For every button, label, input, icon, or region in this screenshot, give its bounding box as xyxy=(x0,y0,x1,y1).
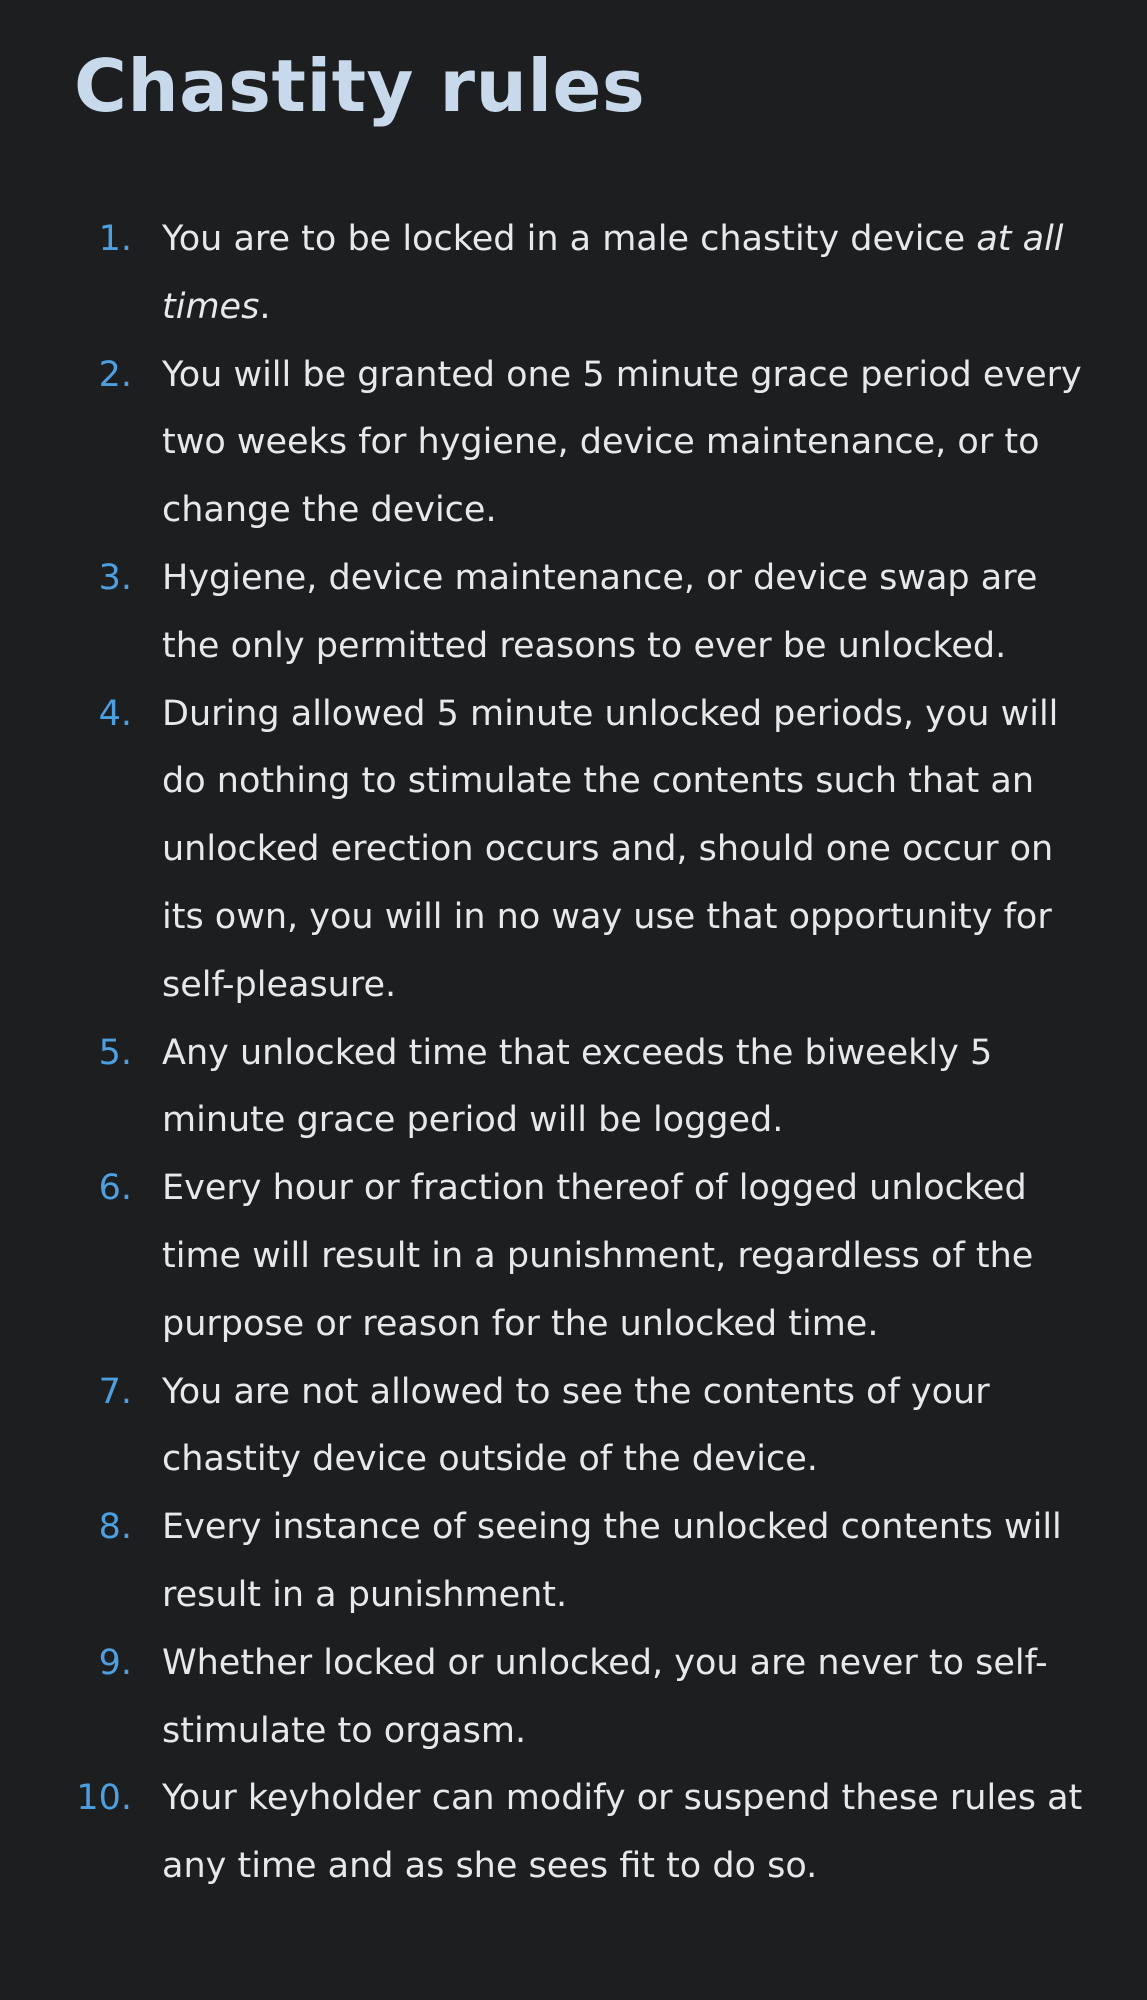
page-title: Chastity rules xyxy=(74,44,646,128)
list-item-text: During allowed 5 minute unlocked periods, you will do nothing to stimulate the contents such that an unlocked erection occurs and, should one occur on its own, you will in no way use that opportunity for self-pleasure. xyxy=(162,693,1059,1005)
list-item-text: Hygiene, device maintenance, or device swap are the only permitted reasons to ever be unlocked. xyxy=(162,557,1038,666)
list-item-text: You will be granted one 5 minute grace period every two weeks for hygiene, device maintenance, or to change the device. xyxy=(162,354,1082,531)
list-item-number: 2. xyxy=(98,354,132,395)
list-item xyxy=(0,1494,1147,1630)
list-item xyxy=(0,545,1147,681)
list-item-number: 9. xyxy=(98,1642,132,1683)
list-item-number: 3. xyxy=(98,557,132,598)
list-item xyxy=(0,1155,1147,1358)
list-item-text: You are not allowed to see the contents of your chastity device outside of the device. xyxy=(162,1371,990,1480)
list-item-text: Your keyholder can modify or suspend these rules at any time and as she sees fit to do so. xyxy=(162,1778,1083,1887)
list-item-number: 6. xyxy=(98,1168,132,1209)
list-item-text: Whether locked or unlocked, you are never to self-stimulate to orgasm. xyxy=(162,1642,1048,1751)
list-item-number: 7. xyxy=(98,1371,132,1412)
list-item-number: 8. xyxy=(98,1507,132,1548)
list-item-number: 1. xyxy=(98,219,132,259)
list-item xyxy=(0,1020,1147,1156)
emphasis-text: at all times xyxy=(162,219,1064,327)
list-item xyxy=(0,1630,1147,1766)
list-item xyxy=(0,1359,1147,1495)
list-item xyxy=(0,1765,1147,1901)
list-item-text: You are to be locked in a male chastity device at all times. xyxy=(162,219,1064,327)
list-item-text: Any unlocked time that exceeds the biweekly 5 minute grace period will be logged. xyxy=(162,1032,993,1141)
list-item-text: Every instance of seeing the unlocked contents will result in a punishment. xyxy=(162,1507,1062,1615)
list-item-number: 10. xyxy=(76,1778,132,1819)
list-item xyxy=(0,206,1147,342)
list-item xyxy=(0,681,1147,1020)
list-item-text: Every hour or fraction thereof of logged unlocked time will result in a punishment, regardless of the purpose or reason for the unlocked time. xyxy=(162,1168,1034,1344)
rules-list xyxy=(0,206,1147,1901)
list-item xyxy=(0,342,1147,545)
list-item-number: 4. xyxy=(98,693,132,734)
list-item-number: 5. xyxy=(98,1032,132,1073)
